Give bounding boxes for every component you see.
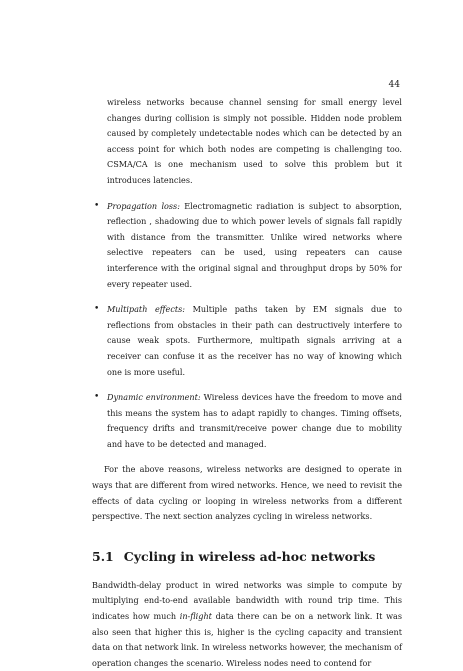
section-paragraph-emphasis: in-flight xyxy=(179,611,212,622)
bullet-multipath-effects xyxy=(92,302,402,380)
page-number: 44 xyxy=(388,80,400,90)
bullet-dot-icon: • xyxy=(94,200,100,211)
page-body xyxy=(92,95,402,671)
summary-paragraph: For the above reasons, wireless networks are designed to operate in ways that are different from wired networks. Hence, we need to revisit the effects of data cycling or looping in wireless networks from a different perspective. The next section analyzes cycling in wireless networks. xyxy=(92,464,402,522)
section-paragraph-part2: data there can be on a network link. It was also seen that higher this is, higher is the cycling capacity and transient data on that network link. In wireless networks however, the mechanism of operation changes the scenario. Wireless nodes need to contend for xyxy=(92,611,402,668)
section-heading xyxy=(92,549,402,565)
section-paragraph xyxy=(92,578,402,671)
bullet-term: Propagation loss: xyxy=(107,200,180,211)
bullet-text: Wireless devices have the freedom to move and this means the system has to adapt rapidly to changes. Timing offsets, frequency drifts and transmit/receive power change due to mobility and have to be detected and managed. xyxy=(107,392,402,449)
bullet-term: Multipath effects: xyxy=(107,304,185,315)
bullet-propagation-loss xyxy=(92,199,402,293)
bullet-list xyxy=(92,199,402,453)
bullet-dynamic-environment xyxy=(92,390,402,452)
section-title: Cycling in wireless ad-hoc networks xyxy=(123,548,376,564)
bullet-text: Multiple paths taken by EM signals due to reflections from obstacles in their path can destructively interfere to cause weak spots. Furthermore, multipath signals arriving at a receiver can confuse it as the receiver has no way of knowing which one is more useful. xyxy=(107,304,402,377)
bullet-text: Electromagnetic radiation is subject to absorption, reflection , shadowing due to which power levels of signals fall rapidly with distance from the transmitter. Unlike wired networks where selective repeaters can be used, using repeaters can cause interference with the original signal and throughput drops by 50% for every repeater used. xyxy=(107,200,402,289)
bullet-dot-icon: • xyxy=(94,304,100,315)
section-paragraph-part1: Bandwidth-delay product in wired networks was simple to compute by multiplying end-to-end available bandwidth with round trip time. This indicates how much xyxy=(92,579,402,622)
section-number: 5.1 xyxy=(92,548,114,564)
bullet-dot-icon: • xyxy=(94,392,100,403)
bullet-term: Dynamic environment: xyxy=(107,392,201,403)
intro-continuation: wireless networks because channel sensing for small energy level changes during collision is simply not possible. Hidden node problem caused by completely undetectable nodes which can be detected by an access point for which both nodes are competing is challenging too. CSMA/CA is one mechanism used to solve this problem but it introduces latencies. xyxy=(107,97,402,185)
